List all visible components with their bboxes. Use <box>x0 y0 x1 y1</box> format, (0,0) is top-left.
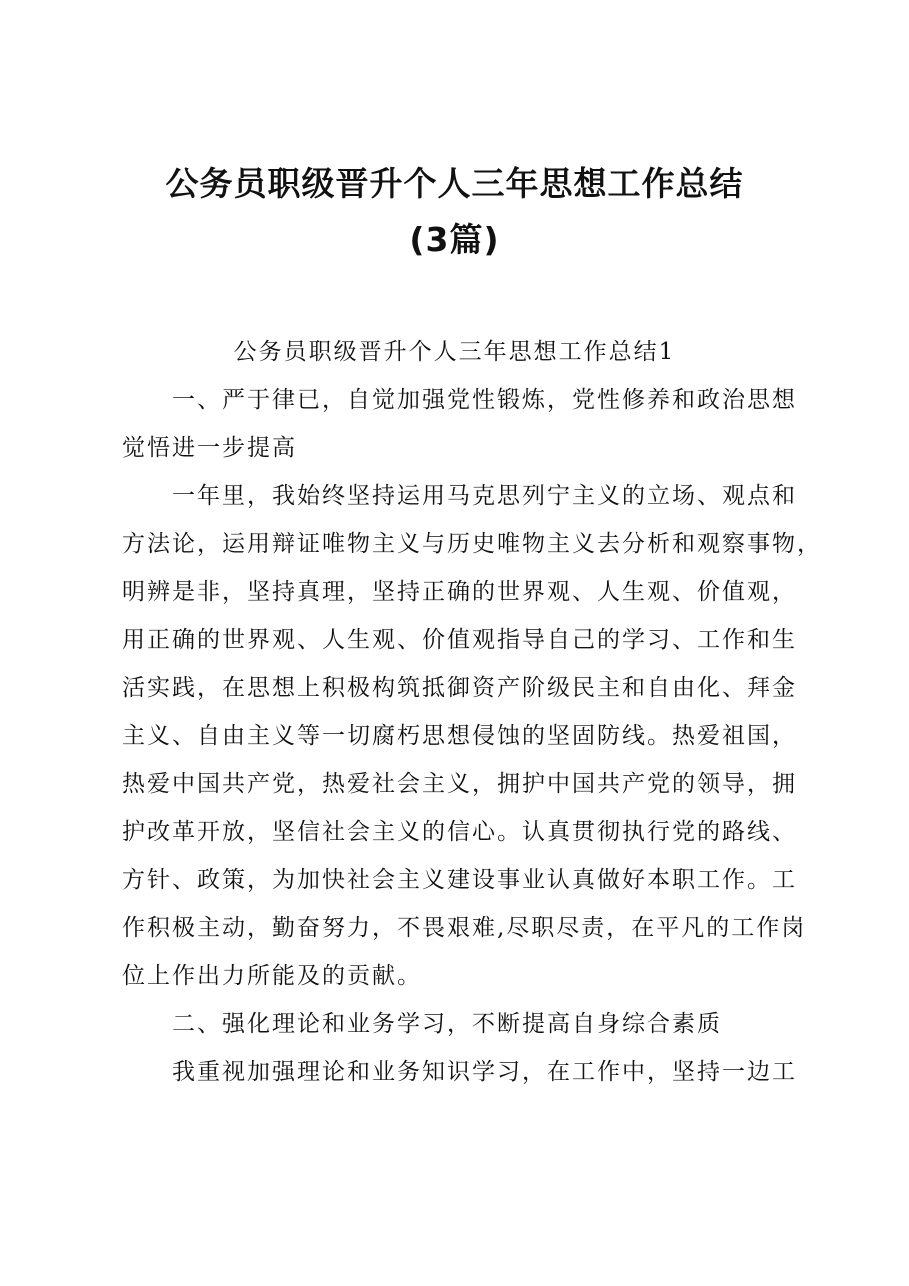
text-line: 位上作出力所能及的贡献。 <box>122 963 422 989</box>
text-line: 明辨是非，坚持真理，坚持正确的世界观、人生观、价值观， <box>122 579 797 605</box>
text-line: 热爱中国共产党，热爱社会主义，拥护中国共产党的领导，拥 <box>122 771 797 797</box>
section-2-heading <box>122 1000 802 1048</box>
text-line: 主义、自由主义等一切腐朽思想侵蚀的坚固防线。热爱祖国， <box>122 723 797 749</box>
article-subtitle: 公务员职级晋升个人三年思想工作总结1 <box>233 339 676 365</box>
paragraph-1 <box>122 472 822 1000</box>
text-line: 方法论，运用辩证唯物主义与历史唯物主义去分析和观察事物， <box>122 531 822 557</box>
text-line: 一、严于律已，自觉加强党性锻炼，党性修养和政治思想 <box>122 387 797 413</box>
text-line: 用正确的世界观、人生观、价值观指导自己的学习、工作和生 <box>122 627 797 653</box>
text-line: 方针、政策，为加快社会主义建设事业认真做好本职工作。工 <box>122 867 797 893</box>
text-line: 一年里，我始终坚持运用马克思列宁主义的立场、观点和 <box>122 483 797 509</box>
document-title: 公务员职级晋升个人三年思想工作总结 <box>165 164 744 203</box>
text-line: 活实践，在思想上积极构筑抵御资产阶级民主和自由化、拜金 <box>122 675 797 701</box>
text-line: 觉悟进一步提高 <box>122 435 297 461</box>
paragraph-2 <box>122 1048 802 1096</box>
text-line: 作积极主动，勤奋努力，不畏艰难,尽职尽责，在平凡的工作岗 <box>122 915 807 941</box>
document-title-count: (3篇) <box>409 220 500 259</box>
section-1-heading <box>122 376 802 472</box>
text-line: 护改革开放，坚信社会主义的信心。认真贯彻执行党的路线、 <box>122 819 797 845</box>
text-line: 二、强化理论和业务学习，不断提高自身综合素质 <box>122 1011 722 1037</box>
text-line: 我重视加强理论和业务知识学习，在工作中，坚持一边工 <box>122 1059 797 1085</box>
